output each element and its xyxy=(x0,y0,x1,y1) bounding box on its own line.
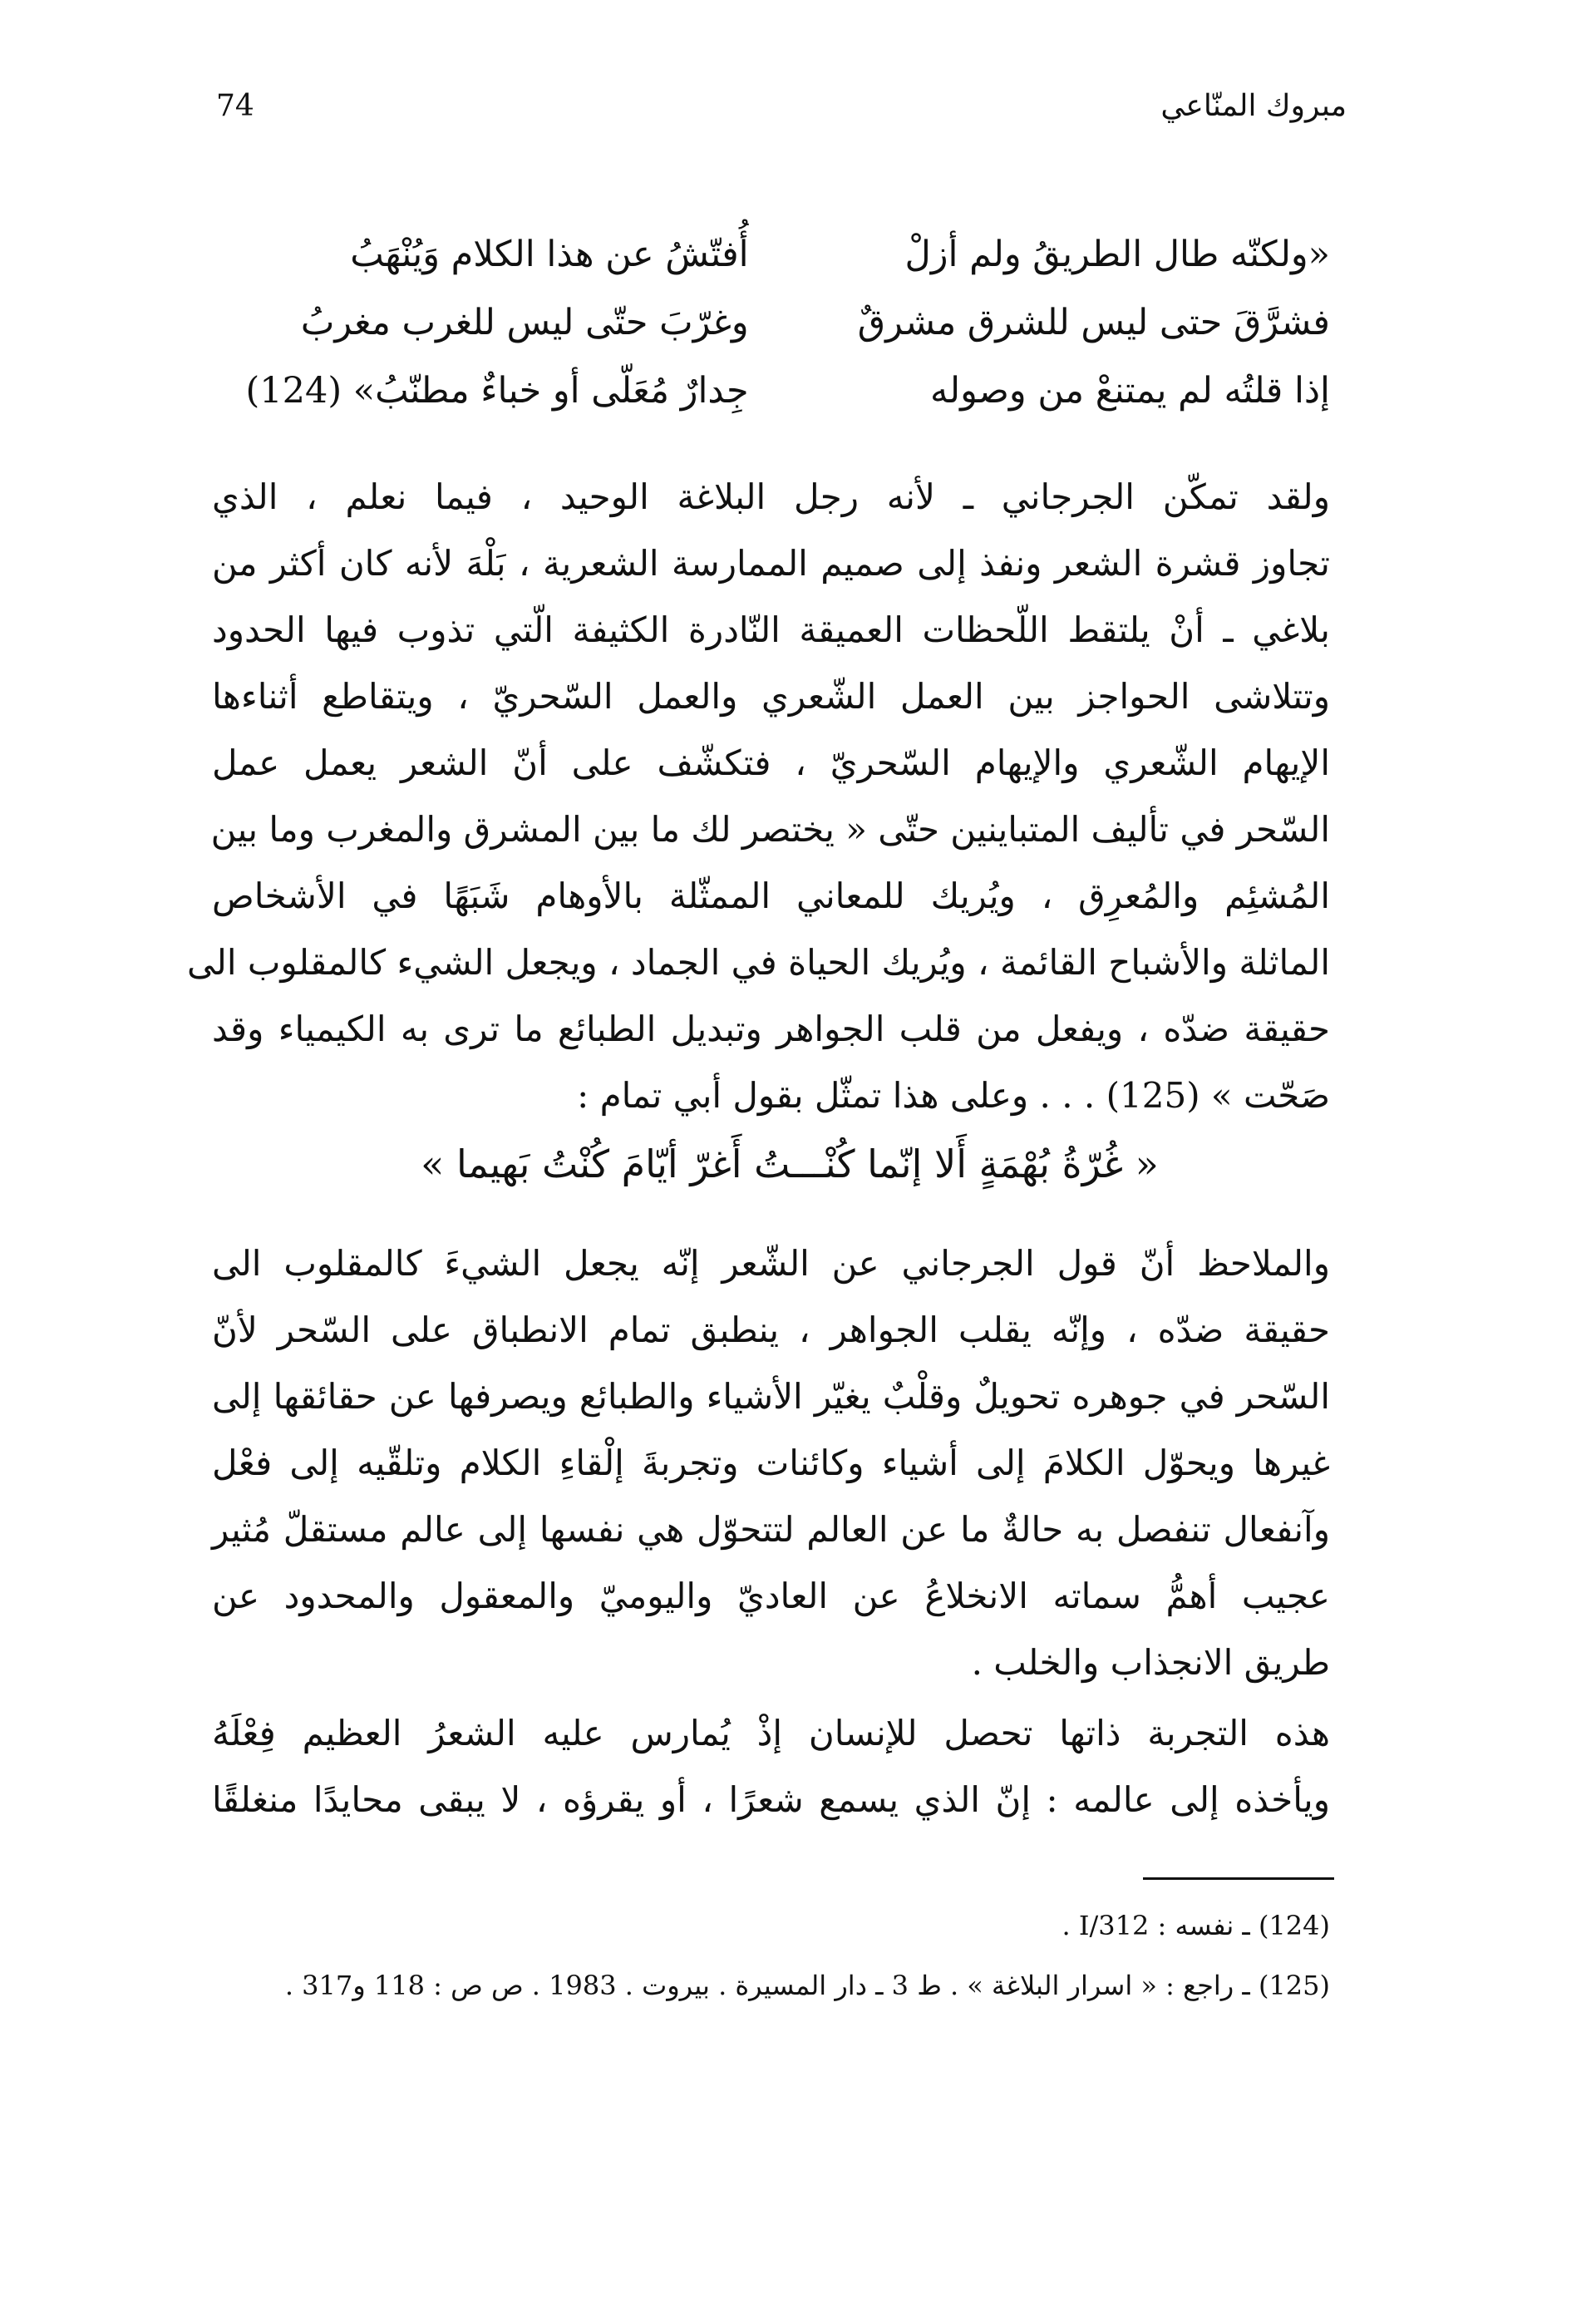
text-line: وآنفعال تنفصل به حالةٌ ما عن العالم لتتحوّل هي نفسها إلى عالم مستقلّ مُثير xyxy=(212,1509,1330,1550)
quoted-verse: « غُرّةُ بُهْمَةٍ أَلا إنّما كُنْـــتُ أَغرّ أيّامَ كُنْتُ بَهيما » xyxy=(421,1142,1159,1186)
text-line: بلاغي ـ أنْ يلتقط اللّحظات العميقة النّادرة الكثيفة الّتي تذوب فيها الحدود xyxy=(212,609,1330,650)
text-line: الإيهام الشّعري والإيهام السّحريّ ، فتكشّف على أنّ الشعر يعمل عمل xyxy=(212,742,1330,783)
paragraph-3 xyxy=(212,1700,1330,1833)
poem-verse xyxy=(212,220,1330,289)
text-line: المُشئِم والمُعرِق ، ويُريك للمعاني الممثّلة بالأوهام شَبَهًا في الأشخاص xyxy=(212,875,1330,916)
text-line: الماثلة والأشباح القائمة ، ويُريك الحياة في الجماد ، ويجعل الشيء كالمقلوب الى xyxy=(187,942,1330,983)
text-line: ولقد تمكّن الجرجاني ـ لأنه رجل البلاغة الوحيد ، فيما نعلم ، الذي xyxy=(212,476,1330,517)
verse-second-hemistich: أُفتّشُ عن هذا الكلام وَيُنْهَبُ xyxy=(350,234,749,275)
text-line: غيرها ويحوّل الكلامَ إلى أشياء وكائنات وتجربةَ إلْقاءِ الكلام وتلقّيه إلى فعْل xyxy=(212,1443,1330,1483)
footnotes xyxy=(212,1896,1330,2015)
text-line: طريق الانجذاب والخلب . xyxy=(971,1642,1330,1683)
text-line: عجيب أهمُّ سماته الانخلاعُ عن العاديّ واليوميّ والمعقول والمحدود عن xyxy=(212,1576,1330,1616)
text-line: ويأخذه إلى عالمه : إنّ الذي يسمع شعرًا ، أو يقرؤه ، لا يبقى محايدًا منغلقًا xyxy=(212,1779,1330,1820)
paragraph-2 xyxy=(212,1230,1330,1696)
poem-verse xyxy=(212,357,1330,425)
paragraph-1 xyxy=(187,464,1330,1116)
text-line: تجاوز قشرة الشعر ونفذ إلى صميم الممارسة الشعرية ، بَلْهَ لأنه كان أكثر من xyxy=(212,543,1330,584)
text-line: وتتلاشى الحواجز بين العمل الشّعري والعمل السّحريّ ، ويتقاطع أثناءها xyxy=(212,676,1330,717)
page-number: 74 xyxy=(216,88,254,123)
poem-block xyxy=(212,220,1330,425)
verse-second-hemistich: وغرّبَ حتّى ليس للغرب مغربُ xyxy=(300,302,749,343)
text-line: حقيقة ضدّه ، ويفعل من قلب الجواهر وتبديل الطبائع ما ترى به الكيمياء وقد xyxy=(212,1009,1330,1049)
text-line: صَحّت » (125) . . . وعلى هذا تمثّل بقول أبي تمام : xyxy=(577,1075,1330,1116)
verse-second-hemistich: جِدارٌ مُعَلّى أو خباءٌ مطنّبُ» (124) xyxy=(245,370,749,412)
text-line: السّحر في جوهره تحويلٌ وقلْبٌ يغيّر الأشياء والطبائع ويصرفها عن حقائقها إلى xyxy=(212,1376,1330,1417)
verse-first-hemistich: «ولكنّه طال الطريقُ ولم أزلْ xyxy=(904,234,1330,275)
page-header xyxy=(216,76,1347,135)
text-line: هذه التجربة ذاتها تحصل للإنسان إذْ يُمارس عليه الشعرُ العظيم فِعْلَهُ xyxy=(212,1713,1330,1753)
text-line: حقيقة ضدّه ، وإنّه يقلب الجواهر ، ينطبق تمام الانطباق على السّحر لأنّ xyxy=(212,1309,1330,1350)
poem-verse xyxy=(212,289,1330,357)
footnote-124: (124) ـ نفسه : 312/I . xyxy=(1062,1910,1330,1941)
verse-first-hemistich: فشرَّقَ حتى ليس للشرق مشرقٌ xyxy=(857,302,1330,343)
text-line: والملاحظ أنّ قول الجرجاني عن الشّعر إنّه يجعل الشيءَ كالمقلوب الى xyxy=(212,1243,1330,1284)
verse-first-hemistich: إذا قلتُه لم يمتنعْ من وصوله xyxy=(930,370,1330,412)
footnote-125: (125) ـ راجع : « اسرار البلاغة » . ط 3 ـ دار المسيرة . بيروت . 1983 . ص ص : 118 و317 . xyxy=(284,1970,1330,2001)
running-head-author: مبروك المنّاعي xyxy=(1160,88,1347,123)
footnote-divider xyxy=(1143,1877,1334,1880)
text-line: السّحر في تأليف المتباينين حتّى « يختصر لك ما بين المشرق والمغرب وما بين xyxy=(210,809,1330,850)
